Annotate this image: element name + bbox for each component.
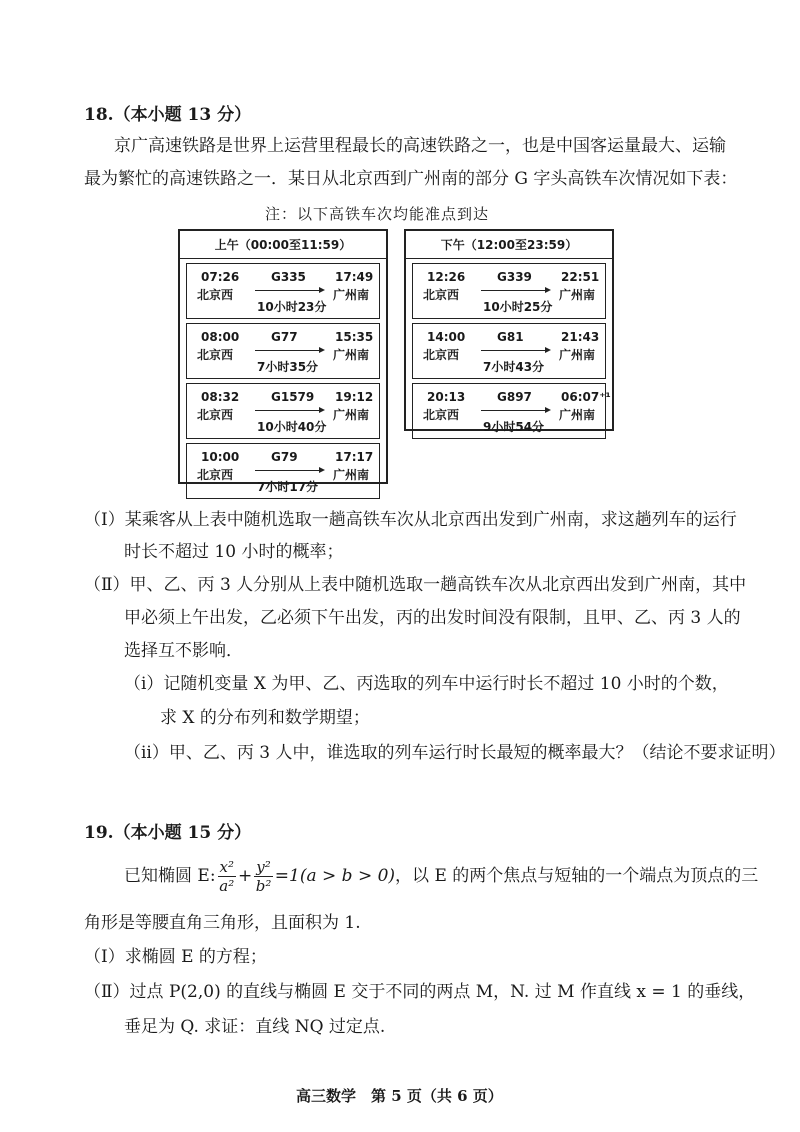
- train-number: G339: [497, 270, 532, 284]
- q19-line2: 角形是等腰直角三角形，且面积为 1.: [84, 913, 361, 933]
- q18-sub-ii: （ii）甲、乙、丙 3 人中，谁选取的列车运行时长最短的概率最大？（结论不要求证明）: [124, 743, 786, 763]
- train-entry: [412, 383, 611, 439]
- afternoon-timetable: [404, 229, 614, 434]
- trip-duration: 7小时17分: [257, 480, 319, 494]
- arrival-time: 17:17: [335, 450, 374, 464]
- train-number: G79: [271, 450, 298, 464]
- fraction-x2-a2: [218, 858, 236, 895]
- departure-time: 20:13: [427, 390, 466, 404]
- train-number: G897: [497, 390, 532, 404]
- q18-part2-line1: （Ⅱ）甲、乙、丙 3 人分别从上表中随机选取一趟高铁车次从北京西出发到广州南，其中: [84, 575, 747, 595]
- trip-duration: 9小时54分: [483, 420, 545, 434]
- trip-duration: 7小时35分: [257, 360, 319, 374]
- morning-timetable: [178, 229, 388, 494]
- arrival-time: 21:43: [561, 330, 600, 344]
- train-entry: [186, 263, 380, 319]
- train-entry: [412, 263, 606, 319]
- q19-part2-line2: 垂足为 Q. 求证：直线 NQ 过定点.: [124, 1017, 386, 1037]
- morning-trip-list: [180, 263, 386, 499]
- route-arrow-icon: [481, 410, 547, 411]
- afternoon-header: 下午（12:00至23:59）: [406, 231, 612, 259]
- morning-header: 上午（00:00至11:59）: [180, 231, 386, 259]
- q18-part1-line2: 时长不超过 10 小时的概率；: [124, 542, 344, 562]
- arrival-time: 22:51: [561, 270, 600, 284]
- departure-station: 北京西: [197, 348, 234, 362]
- trip-duration: 10小时40分: [257, 420, 327, 434]
- q19-part2-line1: （Ⅱ）过点 P(2,0) 的直线与椭圆 E 交于不同的两点 M，N. 过 M 作直线 x = 1 的垂线，: [84, 982, 756, 1002]
- route-arrow-icon: [481, 350, 547, 351]
- page-footer: 高三数学 第 5 页（共 6 页）: [296, 1087, 503, 1105]
- departure-time: 12:26: [427, 270, 466, 284]
- q19-header: 19.（本小题 15 分）: [84, 823, 252, 843]
- departure-station: 北京西: [197, 408, 234, 422]
- departure-station: 北京西: [423, 288, 460, 302]
- q19-prefix: 已知椭圆 E:: [124, 866, 216, 886]
- train-entry: [412, 323, 606, 379]
- departure-station: 北京西: [423, 408, 460, 422]
- trip-duration: 10小时23分: [257, 300, 327, 314]
- q18-header: 18.（本小题 13 分）: [84, 105, 252, 125]
- departure-time: 08:32: [201, 390, 240, 404]
- train-number: G335: [271, 270, 306, 284]
- q19-part1: （Ⅰ）求椭圆 E 的方程；: [84, 947, 267, 967]
- departure-station: 北京西: [197, 288, 234, 302]
- departure-station: 北京西: [423, 348, 460, 362]
- fraction-y2-b2: [254, 858, 273, 895]
- arrival-station: 广州南: [559, 288, 596, 302]
- q18-note: 注：以下高铁车次均能准点到达: [265, 205, 490, 223]
- arrival-station: 广州南: [333, 408, 370, 422]
- trip-duration: 7小时43分: [483, 360, 545, 374]
- route-arrow-icon: [255, 410, 321, 411]
- route-arrow-icon: [255, 470, 321, 471]
- q19-ellipse-line: [124, 856, 758, 896]
- departure-station: 北京西: [197, 468, 234, 482]
- q18-sub-i-line1: （i）记随机变量 X 为甲、乙、丙选取的列车中运行时长不超过 10 小时的个数，: [124, 674, 729, 694]
- fraction-denominator: b²: [255, 876, 272, 895]
- train-entry: [186, 323, 380, 379]
- arrival-time: 19:12: [335, 390, 374, 404]
- q18-intro-line1: 京广高速铁路是世界上运营里程最长的高速铁路之一，也是中国客运量最大、运输: [114, 136, 726, 156]
- departure-time: 08:00: [201, 330, 240, 344]
- train-number: G1579: [271, 390, 315, 404]
- arrival-station: 广州南: [333, 468, 370, 482]
- arrival-time: 17:49: [335, 270, 374, 284]
- arrival-station: 广州南: [333, 288, 370, 302]
- q18-intro-line2: 最为繁忙的高速铁路之一．某日从北京西到广州南的部分 G 字头高铁车次情况如下表：: [84, 169, 738, 189]
- train-entry: [186, 383, 380, 439]
- departure-time: 07:26: [201, 270, 240, 284]
- arrival-time: 15:35: [335, 330, 374, 344]
- q18-part2-line3: 选择互不影响．: [124, 641, 243, 661]
- train-number: G77: [271, 330, 298, 344]
- train-entry: [186, 443, 380, 499]
- fraction-denominator: a²: [219, 876, 235, 895]
- arrival-time: 06:07⁺¹: [561, 390, 611, 404]
- departure-time: 10:00: [201, 450, 240, 464]
- fraction-numerator: y²: [256, 857, 271, 876]
- afternoon-trip-list: [406, 263, 612, 439]
- route-arrow-icon: [481, 290, 547, 291]
- arrival-station: 广州南: [333, 348, 370, 362]
- plus-sign: +: [238, 866, 253, 886]
- arrival-station: 广州南: [559, 348, 596, 362]
- fraction-numerator: x²: [219, 857, 235, 876]
- route-arrow-icon: [255, 350, 321, 351]
- q18-part2-line2: 甲必须上午出发，乙必须下午出发，丙的出发时间没有限制，且甲、乙、丙 3 人的: [124, 608, 741, 628]
- q18-sub-i-line2: 求 X 的分布列和数学期望；: [160, 708, 370, 728]
- q18-part1-line1: （Ⅰ）某乘客从上表中随机选取一趟高铁车次从北京西出发到广州南，求这趟列车的运行: [84, 510, 737, 530]
- train-number: G81: [497, 330, 524, 344]
- q19-suffix: ，以 E 的两个焦点与短轴的一个端点为顶点的三: [395, 866, 759, 886]
- departure-time: 14:00: [427, 330, 466, 344]
- trip-duration: 10小时25分: [483, 300, 553, 314]
- route-arrow-icon: [255, 290, 321, 291]
- equation-tail: =1(a > b > 0): [274, 866, 396, 886]
- arrival-station: 广州南: [559, 408, 596, 422]
